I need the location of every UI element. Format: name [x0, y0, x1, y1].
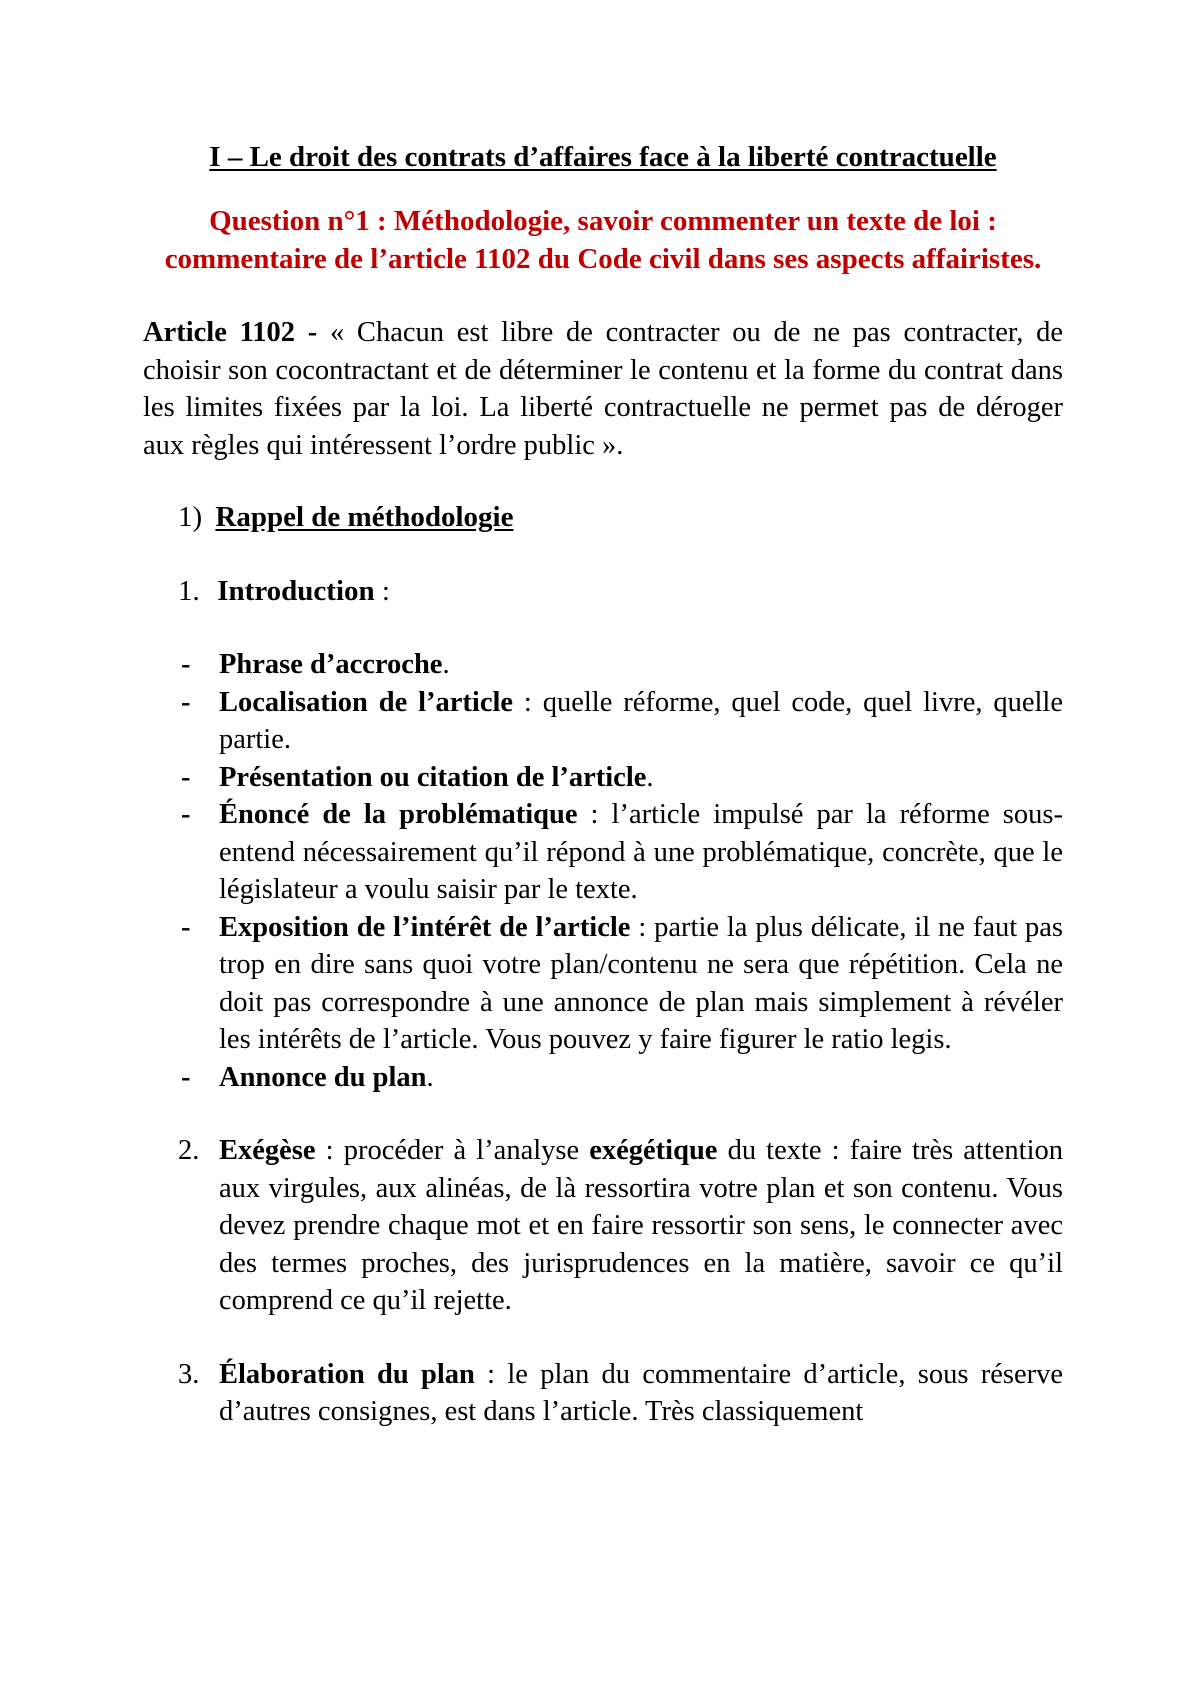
- dash-marker: -: [181, 649, 191, 680]
- section-number: 1): [178, 501, 203, 533]
- bullet-bold: Exposition de l’intérêt de l’article: [219, 911, 631, 943]
- question-heading: Question n°1 : Méthodologie, savoir commenter un texte de loi : commentaire de l’article 1102 du Code civil dans ses aspects affairistes.: [164, 205, 1042, 275]
- introduction-number: 1.: [178, 575, 200, 607]
- bullet-text: : partie la plus délicate, il ne faut pas trop en dire sans quoi votre plan/contenu ne sera que répétition. Cela ne doit pas correspondre à une annonce de plan mais simplement à révéler les intérêts de l’article. Vous pouvez y faire figurer le ratio legis.: [219, 911, 1064, 1055]
- step-bold: Élaboration du plan: [219, 1358, 475, 1390]
- step-text-continued: du texte : faire très attention aux virgules, aux alinéas, de là ressortira votre plan et son contenu. Vous devez prendre chaque mot et en faire ressortir son sens, le connecter avec des termes proches, des jurisprudences en la matière, savoir ce qu’il comprend ce qu’il rejette.: [219, 1135, 1063, 1316]
- introduction-heading: [178, 572, 1063, 610]
- document-page: [143, 138, 1063, 1467]
- document-title: I – Le droit des contrats d’affaires face à la liberté contractuelle: [209, 141, 997, 173]
- list-item: [143, 759, 1063, 797]
- bullet-text: .: [646, 761, 654, 793]
- bullet-text: : quelle réforme, quel code, quel livre, quelle partie.: [219, 686, 1064, 755]
- bullet-text: .: [426, 1061, 434, 1093]
- introduction-label: Introduction: [217, 575, 375, 607]
- step-item-elaboration-plan: [143, 1356, 1063, 1431]
- article-label: Article 1102 -: [143, 317, 318, 348]
- step-text: : procéder à l’analyse: [315, 1135, 590, 1166]
- bullet-bold: Présentation ou citation de l’article: [219, 761, 647, 793]
- introduction-bullet-list: [143, 646, 1063, 1096]
- dash-marker: -: [181, 686, 191, 718]
- step-bold: Exégèse: [219, 1135, 316, 1166]
- step-number: 2.: [178, 1135, 200, 1166]
- bullet-bold: Phrase d’accroche: [219, 649, 443, 680]
- dash-marker: -: [181, 1061, 191, 1093]
- dash-marker: -: [181, 799, 191, 830]
- list-item: [143, 796, 1063, 909]
- article-1102-paragraph: [143, 314, 1063, 464]
- list-item: [143, 646, 1063, 684]
- introduction-suffix: :: [374, 575, 390, 607]
- step-item-exegese: [143, 1132, 1063, 1320]
- methodology-steps-list: [143, 1132, 1063, 1431]
- section-heading: [178, 498, 1063, 536]
- article-text: « Chacun est libre de contracter ou de ne pas contracter, de choisir son cocontractant et de déterminer le contenu et la forme du contrat dans les limites fixées par la loi. La liberté contractuelle ne permet pas de déroger aux règles qui intéressent l’ordre public ».: [143, 317, 1064, 461]
- dash-marker: -: [181, 911, 191, 943]
- list-item: [143, 1059, 1063, 1097]
- bullet-text: : l’article impulsé par la réforme sous-entend nécessairement qu’il répond à une problématique, concrète, que le législateur a voulu saisir par le texte.: [219, 799, 1063, 905]
- step-bold-inline: exégétique: [589, 1135, 718, 1166]
- bullet-bold: Localisation de l’article: [219, 686, 514, 718]
- list-item: [143, 909, 1063, 1059]
- dash-marker: -: [181, 761, 191, 793]
- bullet-text: .: [442, 649, 450, 680]
- step-text: : le plan du commentaire d’article, sous réserve d’autres consignes, est dans l’article. Très classiquement: [219, 1358, 1063, 1427]
- bullet-bold: Annonce du plan: [219, 1061, 427, 1093]
- list-item: [143, 684, 1063, 759]
- step-number: 3.: [178, 1358, 200, 1390]
- section-title: Rappel de méthodologie: [215, 501, 514, 533]
- bullet-bold: Énoncé de la problématique: [219, 799, 578, 830]
